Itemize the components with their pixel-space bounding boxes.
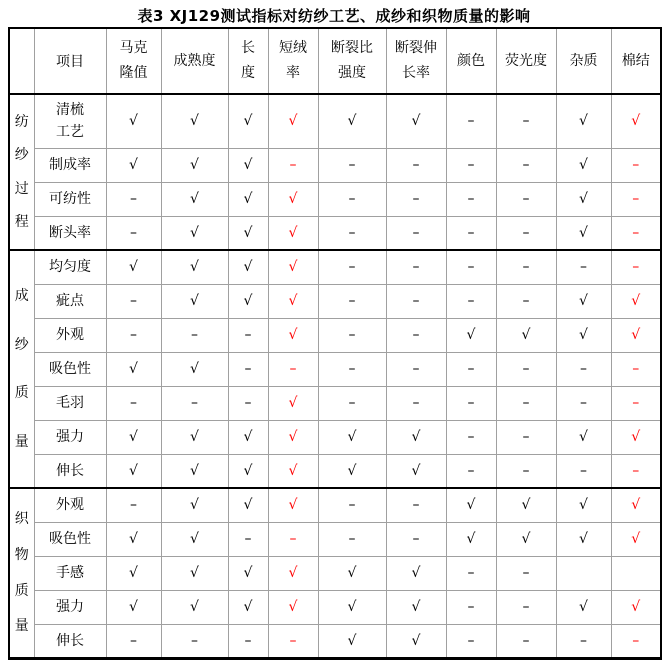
dash-cell: – xyxy=(556,454,611,488)
row-label: 制成率 xyxy=(34,148,106,182)
dash-cell: – xyxy=(106,318,161,352)
dash-cell: – xyxy=(228,522,268,556)
dash-cell: – xyxy=(496,556,556,590)
check-cell: √ xyxy=(161,182,228,216)
table-row xyxy=(9,318,661,352)
check-cell: √ xyxy=(386,556,446,590)
check-cell: √ xyxy=(556,284,611,318)
table-row xyxy=(9,488,661,522)
table-row xyxy=(9,386,661,420)
check-cell: √ xyxy=(228,182,268,216)
check-cell: √ xyxy=(318,420,386,454)
dash-cell: – xyxy=(318,216,386,250)
dash-cell: – xyxy=(556,250,611,284)
check-cell: √ xyxy=(161,590,228,624)
check-cell: √ xyxy=(161,148,228,182)
check-cell: √ xyxy=(161,352,228,386)
impact-table xyxy=(8,27,662,660)
check-cell: √ xyxy=(556,522,611,556)
dash-cell: – xyxy=(446,386,496,420)
row-label: 吸色性 xyxy=(34,522,106,556)
check-cell: √ xyxy=(611,420,661,454)
check-cell: √ xyxy=(268,386,318,420)
header-row xyxy=(9,28,661,94)
dash-cell: – xyxy=(611,352,661,386)
dash-cell: – xyxy=(228,318,268,352)
row-label: 外观 xyxy=(34,318,106,352)
check-cell: √ xyxy=(268,488,318,522)
dash-cell: – xyxy=(496,454,556,488)
dash-cell: – xyxy=(161,624,228,658)
check-cell: √ xyxy=(496,318,556,352)
dash-cell: – xyxy=(386,148,446,182)
dash-cell: – xyxy=(318,522,386,556)
table-row xyxy=(9,624,661,658)
check-cell: √ xyxy=(556,488,611,522)
dash-cell: – xyxy=(496,284,556,318)
check-cell: √ xyxy=(228,284,268,318)
check-cell: √ xyxy=(161,94,228,148)
dash-cell: – xyxy=(106,488,161,522)
check-cell: √ xyxy=(106,420,161,454)
check-cell: √ xyxy=(268,420,318,454)
check-cell: √ xyxy=(386,94,446,148)
check-cell: √ xyxy=(446,488,496,522)
dash-cell: – xyxy=(611,624,661,658)
dash-cell: – xyxy=(446,216,496,250)
dash-cell: – xyxy=(496,420,556,454)
dash-cell: – xyxy=(161,318,228,352)
check-cell: √ xyxy=(611,284,661,318)
dash-cell: – xyxy=(611,386,661,420)
check-cell: √ xyxy=(611,318,661,352)
check-cell: √ xyxy=(556,182,611,216)
dash-cell: – xyxy=(268,624,318,658)
check-cell: √ xyxy=(611,522,661,556)
dash-cell: – xyxy=(556,352,611,386)
table-row xyxy=(9,556,661,590)
check-cell: √ xyxy=(106,454,161,488)
row-label: 强力 xyxy=(34,420,106,454)
row-label: 毛羽 xyxy=(34,386,106,420)
table-row xyxy=(9,94,661,148)
check-cell: √ xyxy=(556,590,611,624)
column-header-10: 棉结 xyxy=(611,28,661,94)
check-cell: √ xyxy=(268,318,318,352)
dash-cell: – xyxy=(318,318,386,352)
check-cell: √ xyxy=(268,182,318,216)
dash-cell: – xyxy=(446,454,496,488)
check-cell: √ xyxy=(496,488,556,522)
dash-cell: – xyxy=(106,284,161,318)
check-cell: √ xyxy=(228,454,268,488)
check-cell: √ xyxy=(161,216,228,250)
check-cell: √ xyxy=(268,284,318,318)
table-row xyxy=(9,454,661,488)
dash-cell: – xyxy=(496,352,556,386)
dash-cell: – xyxy=(106,624,161,658)
dash-cell: – xyxy=(228,352,268,386)
check-cell: √ xyxy=(556,318,611,352)
column-header-item: 项目 xyxy=(34,28,106,94)
dash-cell: – xyxy=(318,148,386,182)
column-header-2: 成熟度 xyxy=(161,28,228,94)
dash-cell: – xyxy=(318,182,386,216)
dash-cell: – xyxy=(446,148,496,182)
dash-cell: – xyxy=(496,148,556,182)
dash-cell: – xyxy=(106,386,161,420)
check-cell: √ xyxy=(496,522,556,556)
corner-cell xyxy=(9,28,34,94)
check-cell: √ xyxy=(106,250,161,284)
empty-cell xyxy=(556,556,611,590)
dash-cell: – xyxy=(446,624,496,658)
check-cell: √ xyxy=(228,148,268,182)
dash-cell: – xyxy=(318,250,386,284)
dash-cell: – xyxy=(318,352,386,386)
check-cell: √ xyxy=(161,420,228,454)
column-header-4: 短绒 率 xyxy=(268,28,318,94)
check-cell: √ xyxy=(228,94,268,148)
column-header-7: 颜色 xyxy=(446,28,496,94)
check-cell: √ xyxy=(386,454,446,488)
check-cell: √ xyxy=(318,454,386,488)
dash-cell: – xyxy=(446,250,496,284)
check-cell: √ xyxy=(161,556,228,590)
dash-cell: – xyxy=(386,522,446,556)
dash-cell: – xyxy=(386,352,446,386)
dash-cell: – xyxy=(611,250,661,284)
check-cell: √ xyxy=(106,590,161,624)
check-cell: √ xyxy=(318,94,386,148)
dash-cell: – xyxy=(386,386,446,420)
row-label: 伸长 xyxy=(34,454,106,488)
group-label: 织 物 质 量 xyxy=(9,488,34,658)
check-cell: √ xyxy=(161,522,228,556)
dash-cell: – xyxy=(496,216,556,250)
check-cell: √ xyxy=(228,488,268,522)
dash-cell: – xyxy=(386,318,446,352)
check-cell: √ xyxy=(446,522,496,556)
column-header-8: 荧光度 xyxy=(496,28,556,94)
table-row xyxy=(9,216,661,250)
dash-cell: – xyxy=(611,216,661,250)
dash-cell: – xyxy=(268,522,318,556)
check-cell: √ xyxy=(228,250,268,284)
dash-cell: – xyxy=(318,284,386,318)
dash-cell: – xyxy=(556,386,611,420)
dash-cell: – xyxy=(611,182,661,216)
check-cell: √ xyxy=(556,216,611,250)
dash-cell: – xyxy=(268,148,318,182)
dash-cell: – xyxy=(268,352,318,386)
check-cell: √ xyxy=(446,318,496,352)
table-row xyxy=(9,182,661,216)
row-label: 断头率 xyxy=(34,216,106,250)
row-label: 均匀度 xyxy=(34,250,106,284)
column-header-1: 马克 隆值 xyxy=(106,28,161,94)
table-row xyxy=(9,284,661,318)
check-cell: √ xyxy=(228,420,268,454)
row-label: 手感 xyxy=(34,556,106,590)
check-cell: √ xyxy=(268,216,318,250)
row-label: 外观 xyxy=(34,488,106,522)
group-label: 成 纱 质 量 xyxy=(9,250,34,488)
dash-cell: – xyxy=(318,386,386,420)
check-cell: √ xyxy=(611,488,661,522)
check-cell: √ xyxy=(268,454,318,488)
dash-cell: – xyxy=(446,182,496,216)
check-cell: √ xyxy=(268,94,318,148)
row-label: 疵点 xyxy=(34,284,106,318)
check-cell: √ xyxy=(228,216,268,250)
column-header-3: 长 度 xyxy=(228,28,268,94)
dash-cell: – xyxy=(556,624,611,658)
table-row xyxy=(9,352,661,386)
check-cell: √ xyxy=(106,148,161,182)
dash-cell: – xyxy=(446,94,496,148)
dash-cell: – xyxy=(496,590,556,624)
dash-cell: – xyxy=(496,182,556,216)
dash-cell: – xyxy=(386,284,446,318)
table-row xyxy=(9,250,661,284)
check-cell: √ xyxy=(386,624,446,658)
row-label: 清梳 工艺 xyxy=(34,94,106,148)
check-cell: √ xyxy=(386,590,446,624)
dash-cell: – xyxy=(106,216,161,250)
dash-cell: – xyxy=(228,386,268,420)
table-row xyxy=(9,522,661,556)
table-row xyxy=(9,590,661,624)
check-cell: √ xyxy=(161,454,228,488)
dash-cell: – xyxy=(161,386,228,420)
empty-cell xyxy=(611,556,661,590)
dash-cell: – xyxy=(446,284,496,318)
check-cell: √ xyxy=(268,250,318,284)
check-cell: √ xyxy=(556,420,611,454)
check-cell: √ xyxy=(611,590,661,624)
check-cell: √ xyxy=(611,94,661,148)
check-cell: √ xyxy=(106,352,161,386)
row-label: 可纺性 xyxy=(34,182,106,216)
dash-cell: – xyxy=(386,216,446,250)
group-label: 纺 纱 过 程 xyxy=(9,94,34,250)
table-row xyxy=(9,420,661,454)
column-header-6: 断裂伸 长率 xyxy=(386,28,446,94)
dash-cell: – xyxy=(386,250,446,284)
check-cell: √ xyxy=(228,556,268,590)
dash-cell: – xyxy=(446,590,496,624)
check-cell: √ xyxy=(556,94,611,148)
dash-cell: – xyxy=(496,94,556,148)
check-cell: √ xyxy=(161,250,228,284)
column-header-9: 杂质 xyxy=(556,28,611,94)
table-row xyxy=(9,148,661,182)
check-cell: √ xyxy=(318,624,386,658)
dash-cell: – xyxy=(496,250,556,284)
check-cell: √ xyxy=(161,488,228,522)
row-label: 伸长 xyxy=(34,624,106,658)
dash-cell: – xyxy=(446,420,496,454)
dash-cell: – xyxy=(386,488,446,522)
check-cell: √ xyxy=(318,556,386,590)
column-header-5: 断裂比 强度 xyxy=(318,28,386,94)
check-cell: √ xyxy=(161,284,228,318)
check-cell: √ xyxy=(268,556,318,590)
check-cell: √ xyxy=(106,522,161,556)
check-cell: √ xyxy=(318,590,386,624)
dash-cell: – xyxy=(386,182,446,216)
check-cell: √ xyxy=(106,556,161,590)
dash-cell: – xyxy=(496,386,556,420)
dash-cell: – xyxy=(318,488,386,522)
dash-cell: – xyxy=(496,624,556,658)
check-cell: √ xyxy=(556,148,611,182)
check-cell: √ xyxy=(228,590,268,624)
row-label: 吸色性 xyxy=(34,352,106,386)
row-label: 强力 xyxy=(34,590,106,624)
dash-cell: – xyxy=(446,556,496,590)
check-cell: √ xyxy=(106,94,161,148)
dash-cell: – xyxy=(446,352,496,386)
dash-cell: – xyxy=(611,454,661,488)
check-cell: √ xyxy=(268,590,318,624)
dash-cell: – xyxy=(228,624,268,658)
dash-cell: – xyxy=(106,182,161,216)
table-title: 表3 XJ129测试指标对纺纱工艺、成纱和织物质量的影响 xyxy=(137,7,531,25)
dash-cell: – xyxy=(611,148,661,182)
check-cell: √ xyxy=(386,420,446,454)
